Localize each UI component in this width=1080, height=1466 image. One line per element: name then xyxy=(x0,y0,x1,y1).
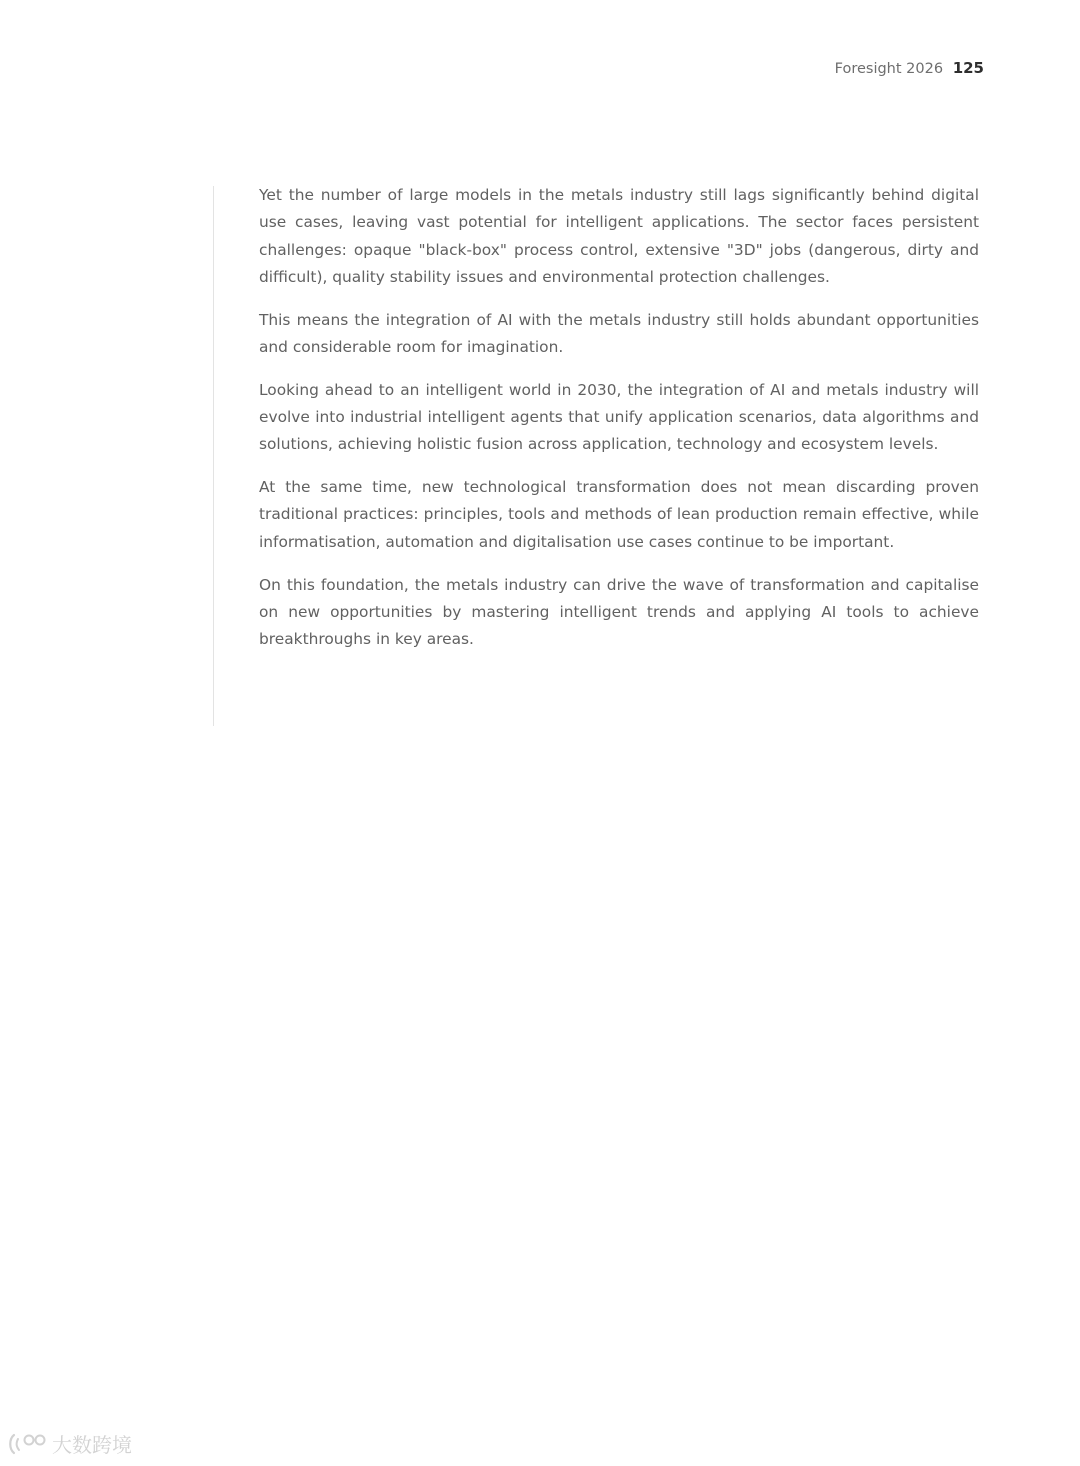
publication-title: Foresight 2026 xyxy=(834,61,944,77)
watermark xyxy=(8,1429,132,1458)
logo-icon xyxy=(8,1431,48,1457)
margin-rule xyxy=(213,186,214,726)
page-number: 125 xyxy=(952,59,984,77)
paragraph: At the same time, new technological transformation does not mean discarding proven traditional practices: principles, tools and methods of lean production remain effective, while informatisation, automation and digitalisation use cases continue to be important. xyxy=(259,478,979,551)
paragraph: Looking ahead to an intelligent world in 2030, the integration of AI and metals industry will evolve into industrial intelligent agents that unify application scenarios, data algorithms and solutions, achieving holistic fusion across application, technology and ecosystem levels. xyxy=(259,380,979,454)
watermark-text: 大数跨境 xyxy=(52,1433,132,1457)
paragraph: Yet the number of large models in the metals industry still lags significantly behind digital use cases, leaving vast potential for intelligent applications. The sector faces persistent challenges: opaque "black-box" process control, extensive "3D" jobs (dangerous, dirty and difficult), quality stability issues and environmental protection challenges. xyxy=(259,186,979,286)
paragraph: On this foundation, the metals industry can drive the wave of transformation and capitalise on new opportunities by mastering intelligent trends and applying AI tools to achieve breakthroughs in key areas. xyxy=(259,575,979,649)
body-text xyxy=(259,182,979,669)
paragraph: This means the integration of AI with the metals industry still holds abundant opportunities and considerable room for imagination. xyxy=(259,310,979,356)
running-header xyxy=(835,59,984,77)
